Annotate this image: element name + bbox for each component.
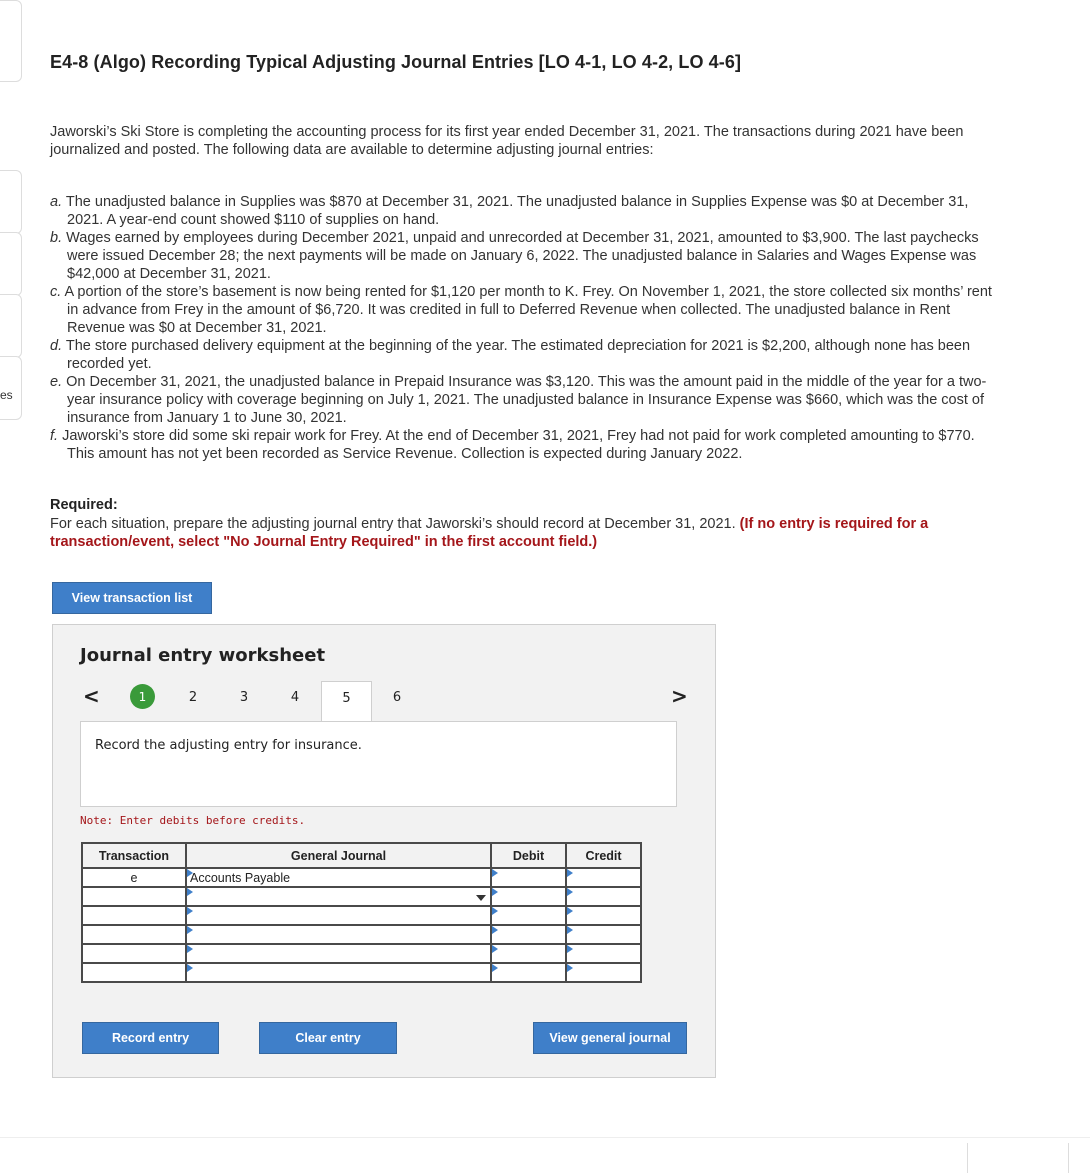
sidebar-partial-label: es bbox=[0, 388, 13, 402]
journal-table bbox=[81, 842, 642, 983]
sidebar-tab-1[interactable] bbox=[0, 170, 22, 234]
footer-tab bbox=[967, 1143, 1069, 1173]
list-item: c. A portion of the store’s basement is now being rented for $1,120 per month to K. Frey. On November 1, 2021, the store collected six months’ rent in advance from Frey in the amount of $6,720. It was credited in full to Deferred Revenue when collected. The unadjusted balance in Rent Revenue was $0 at December 31, 2021. bbox=[50, 284, 992, 336]
required-heading: Required: bbox=[50, 497, 118, 513]
account-select[interactable] bbox=[186, 944, 491, 963]
list-item: d. The store purchased delivery equipment at the beginning of the year. The estimated depreciation for 2021 is $2,200, although none has been recorded yet. bbox=[50, 338, 971, 372]
account-select[interactable] bbox=[186, 887, 491, 906]
table-row bbox=[82, 868, 641, 887]
clear-entry-button[interactable]: Clear entry bbox=[259, 1022, 397, 1054]
tab-2[interactable]: 2 bbox=[188, 690, 198, 705]
view-transaction-list-button[interactable]: View transaction list bbox=[52, 582, 212, 614]
transaction-cell bbox=[82, 963, 186, 982]
debit-input[interactable] bbox=[491, 887, 566, 906]
debits-note: Note: Enter debits before credits. bbox=[80, 814, 306, 827]
list-item: a. The unadjusted balance in Supplies was $870 at December 31, 2021. The unadjusted balance in Supplies Expense was $0 at December 31, 2021. A year-end count showed $110 of supplies on hand. bbox=[50, 194, 969, 228]
sidebar-tab-top bbox=[0, 0, 22, 82]
dropdown-arrow-icon[interactable] bbox=[476, 895, 486, 901]
account-select[interactable] bbox=[186, 963, 491, 982]
view-general-journal-button[interactable]: View general journal bbox=[533, 1022, 687, 1054]
list-item: f. Jaworski’s store did some ski repair work for Frey. At the end of December 31, 2021, Frey had not paid for work completed amounting to $770. This amount has not yet been recorded as Service Revenue. Collection is expected during January 2022. bbox=[50, 428, 975, 462]
table-row bbox=[82, 887, 641, 906]
credit-input[interactable] bbox=[566, 963, 641, 982]
required-note: (If no entry is required for a transaction/event, select "No Journal Entry Required" in the first account field.) bbox=[50, 516, 929, 550]
header-transaction: Transaction bbox=[82, 843, 186, 868]
table-row bbox=[82, 963, 641, 982]
tab-3[interactable]: 3 bbox=[239, 690, 249, 705]
debit-input[interactable] bbox=[491, 925, 566, 944]
transaction-cell bbox=[82, 887, 186, 906]
credit-input[interactable] bbox=[566, 925, 641, 944]
tab-4[interactable]: 4 bbox=[290, 690, 300, 705]
credit-input[interactable] bbox=[566, 887, 641, 906]
footer-divider bbox=[0, 1137, 1090, 1138]
account-select[interactable] bbox=[186, 906, 491, 925]
table-row bbox=[82, 925, 641, 944]
problem-intro: Jaworski’s Ski Store is completing the accounting process for its first year ended December 31, 2021. The transactions during 2021 have been journalized and posted. The following data are available to determine adjusting journal entries: bbox=[50, 124, 964, 158]
account-select[interactable] bbox=[186, 925, 491, 944]
transaction-cell bbox=[82, 906, 186, 925]
tab-6[interactable]: 6 bbox=[392, 690, 402, 705]
problem-items bbox=[50, 193, 995, 463]
page-title: E4-8 (Algo) Recording Typical Adjusting Journal Entries [LO 4-1, LO 4-2, LO 4-6] bbox=[50, 52, 742, 72]
transaction-cell: e bbox=[82, 868, 186, 887]
credit-input[interactable] bbox=[566, 944, 641, 963]
record-entry-button[interactable]: Record entry bbox=[82, 1022, 219, 1054]
debit-input[interactable] bbox=[491, 963, 566, 982]
header-debit: Debit bbox=[491, 843, 566, 868]
chevron-left-icon[interactable]: < bbox=[83, 684, 100, 708]
list-item: b. Wages earned by employees during December 2021, unpaid and unrecorded at December 31, 2021, amounted to $3,900. The last paychecks were issued December 28; the next payments will be made on January 6, 2022. The unadjusted balance in Salaries and Wages Expense was $42,000 at December 31, 2021. bbox=[50, 230, 979, 282]
account-select[interactable]: Accounts Payable bbox=[186, 868, 491, 887]
credit-input[interactable] bbox=[566, 868, 641, 887]
header-credit: Credit bbox=[566, 843, 641, 868]
chevron-right-icon[interactable]: > bbox=[671, 684, 688, 708]
transaction-cell bbox=[82, 944, 186, 963]
debit-input[interactable] bbox=[491, 906, 566, 925]
header-general-journal: General Journal bbox=[186, 843, 491, 868]
table-row bbox=[82, 944, 641, 963]
tab-5[interactable]: 5 bbox=[321, 681, 372, 723]
transaction-cell bbox=[82, 925, 186, 944]
debit-input[interactable] bbox=[491, 944, 566, 963]
instruction-box: Record the adjusting entry for insurance. bbox=[80, 721, 677, 807]
worksheet-title: Journal entry worksheet bbox=[80, 645, 326, 666]
credit-input[interactable] bbox=[566, 906, 641, 925]
list-item: e. On December 31, 2021, the unadjusted balance in Prepaid Insurance was $3,120. This was the amount paid in the middle of the year for a two-year insurance policy with coverage beginning on July 1, 2021. The unadjusted balance in Insurance Expense was $660, which was the cost of insurance from January 1 to June 30, 2021. bbox=[50, 374, 987, 426]
required-text: For each situation, prepare the adjusting journal entry that Jaworski’s should record at December 31, 2021. (If no entry is required for a transaction/event, select "No Journal Entry Required" in the first account field.) bbox=[50, 516, 929, 550]
debit-input[interactable] bbox=[491, 868, 566, 887]
sidebar-tab-2[interactable] bbox=[0, 232, 22, 296]
tab-1[interactable]: 1 bbox=[130, 684, 155, 709]
sidebar-tab-3[interactable] bbox=[0, 294, 22, 358]
table-row bbox=[82, 906, 641, 925]
